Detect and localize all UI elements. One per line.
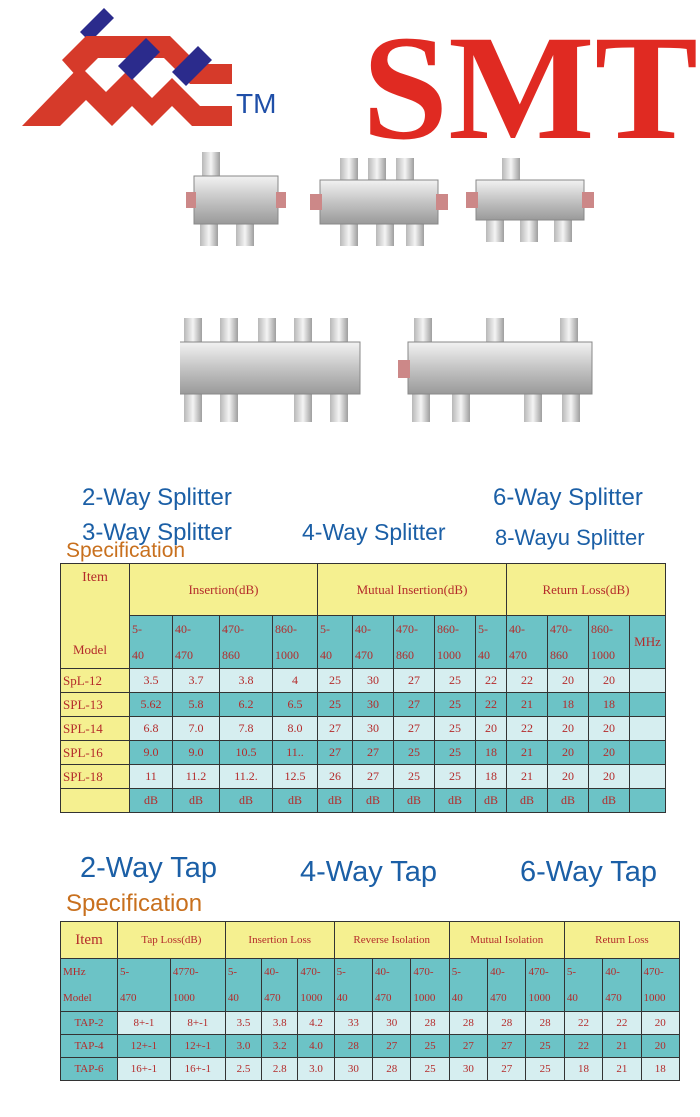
value-cell: 18	[589, 693, 630, 717]
freq-cell: 5- 470	[118, 959, 171, 1012]
value-cell: 28	[526, 1012, 564, 1035]
value-cell: 27	[394, 717, 435, 741]
tap-spec-table	[60, 921, 680, 1081]
value-cell: 5.8	[173, 693, 220, 717]
db-unit-cell: dB	[353, 789, 394, 813]
model-cell: TAP-4	[61, 1035, 118, 1058]
freq-cell: 5- 40	[334, 959, 372, 1012]
value-cell: 20	[548, 669, 589, 693]
heading-3-way-splitter: 3-Way Splitter	[82, 519, 232, 546]
value-cell: 2.8	[262, 1058, 298, 1081]
freq-cell: 5- 40	[318, 616, 353, 669]
value-cell: 25	[526, 1058, 564, 1081]
value-cell: 18	[476, 741, 507, 765]
freq-cell: 5- 40	[449, 959, 487, 1012]
tap-group-header-row	[61, 922, 680, 959]
model-cell: SPL-18	[61, 765, 130, 789]
table-row	[61, 669, 666, 693]
value-cell: 3.5	[225, 1012, 261, 1035]
value-cell: 20	[476, 717, 507, 741]
insertion-loss-group-header: Insertion Loss	[225, 922, 334, 959]
reverse-isolation-group-header: Reverse Isolation	[334, 922, 449, 959]
model-cell: TAP-6	[61, 1058, 118, 1081]
freq-cell: 470- 860	[548, 616, 589, 669]
mhz-model-cell	[61, 959, 118, 1012]
value-cell: 3.0	[298, 1058, 334, 1081]
value-cell: 22	[507, 669, 548, 693]
value-cell: 18	[641, 1058, 679, 1081]
value-cell: 22	[564, 1012, 602, 1035]
db-unit-cell: dB	[507, 789, 548, 813]
value-cell: 3.8	[220, 669, 273, 693]
value-cell: 6.5	[273, 693, 318, 717]
value-cell: 27	[318, 741, 353, 765]
value-cell: 27	[373, 1035, 411, 1058]
value-cell: 30	[353, 693, 394, 717]
value-cell: 22	[507, 717, 548, 741]
value-cell: 25	[435, 765, 476, 789]
value-cell: 28	[488, 1012, 526, 1035]
value-cell: 27	[394, 669, 435, 693]
specification-heading-2: Specification	[66, 890, 203, 917]
freq-cell: 4770- 1000	[170, 959, 225, 1012]
db-unit-cell: dB	[394, 789, 435, 813]
table-row	[61, 717, 666, 741]
db-unit-row	[61, 789, 666, 813]
value-cell: 27	[353, 741, 394, 765]
heading-6-way-tap: 6-Way Tap	[520, 856, 657, 888]
freq-cell: 40- 470	[507, 616, 548, 669]
db-row-tail	[630, 789, 666, 813]
freq-cell: 5- 40	[476, 616, 507, 669]
freq-cell: 470- 860	[220, 616, 273, 669]
model-cell: SPL-14	[61, 717, 130, 741]
value-cell: 27	[353, 765, 394, 789]
freq-cell: 40- 470	[173, 616, 220, 669]
value-cell: 22	[603, 1012, 641, 1035]
value-cell: 25	[394, 765, 435, 789]
db-unit-cell: dB	[220, 789, 273, 813]
freq-cell: 470- 1000	[526, 959, 564, 1012]
value-cell: 27	[394, 693, 435, 717]
db-unit-cell: dB	[130, 789, 173, 813]
db-unit-cell: dB	[548, 789, 589, 813]
freq-cell: 470- 1000	[298, 959, 334, 1012]
value-cell: 28	[449, 1012, 487, 1035]
value-cell: 4.2	[298, 1012, 334, 1035]
value-cell: 30	[449, 1058, 487, 1081]
smt-wordmark	[362, 20, 698, 150]
db-unit-cell: dB	[318, 789, 353, 813]
value-cell: 18	[548, 693, 589, 717]
heading-2-way-tap: 2-Way Tap	[80, 852, 217, 884]
value-cell: 21	[507, 741, 548, 765]
db-unit-cell: dB	[476, 789, 507, 813]
value-cell: 12.5	[273, 765, 318, 789]
value-cell: 18	[564, 1058, 602, 1081]
6-way-splitter-photo	[398, 318, 592, 422]
db-unit-cell: dB	[173, 789, 220, 813]
table-row	[61, 1058, 680, 1081]
table-row	[61, 693, 666, 717]
value-cell: 25	[411, 1035, 449, 1058]
freq-cell: 40- 470	[353, 616, 394, 669]
value-cell: 30	[373, 1012, 411, 1035]
db-row-blank	[61, 789, 130, 813]
company-logo	[22, 0, 232, 135]
value-cell: 20	[589, 717, 630, 741]
frequency-header-row	[61, 616, 666, 669]
table-row	[61, 1035, 680, 1058]
tap-frequency-header-row	[61, 959, 680, 1012]
3-way-splitter-photo	[466, 158, 594, 242]
value-cell: 8.0	[273, 717, 318, 741]
svg-text:SMT: SMT	[362, 20, 698, 150]
value-cell: 25	[318, 669, 353, 693]
value-cell: 28	[411, 1012, 449, 1035]
value-cell: 11	[130, 765, 173, 789]
value-cell: 25	[435, 741, 476, 765]
value-cell: 6.8	[130, 717, 173, 741]
freq-cell: 40- 470	[262, 959, 298, 1012]
row-tail	[630, 765, 666, 789]
mhz-unit-cell: MHz	[630, 616, 666, 669]
value-cell: 7.0	[173, 717, 220, 741]
4-way-splitter-photo	[310, 158, 448, 246]
item-header	[61, 564, 130, 669]
value-cell: 25	[318, 693, 353, 717]
2-way-splitter-photo	[186, 152, 286, 246]
value-cell: 30	[353, 669, 394, 693]
value-cell: 25	[435, 693, 476, 717]
value-cell: 11.2.	[220, 765, 273, 789]
value-cell: 6.2	[220, 693, 273, 717]
value-cell: 5.62	[130, 693, 173, 717]
value-cell: 21	[603, 1035, 641, 1058]
mutual-isolation-group-header: Mutual Isolation	[449, 922, 564, 959]
table-row	[61, 1012, 680, 1035]
db-unit-cell: dB	[273, 789, 318, 813]
heading-2-way-splitter: 2-Way Splitter	[82, 484, 232, 511]
return-loss-group-header: Return Loss	[564, 922, 679, 959]
freq-cell: 860- 1000	[273, 616, 318, 669]
splitter-product-photos	[180, 150, 680, 450]
value-cell: 30	[353, 717, 394, 741]
value-cell: 20	[548, 717, 589, 741]
value-cell: 22	[476, 693, 507, 717]
freq-cell: 5- 40	[564, 959, 602, 1012]
value-cell: 20	[641, 1035, 679, 1058]
db-unit-cell: dB	[435, 789, 476, 813]
value-cell: 18	[476, 765, 507, 789]
model-label: Model	[73, 642, 107, 657]
value-cell: 7.8	[220, 717, 273, 741]
row-tail	[630, 693, 666, 717]
value-cell: 11..	[273, 741, 318, 765]
freq-cell: 860- 1000	[589, 616, 630, 669]
value-cell: 28	[373, 1058, 411, 1081]
model-cell: SPL-16	[61, 741, 130, 765]
value-cell: 28	[334, 1035, 372, 1058]
value-cell: 22	[476, 669, 507, 693]
heading-8-way-splitter: 8-Wayu Splitter	[495, 525, 645, 550]
value-cell: 20	[641, 1012, 679, 1035]
value-cell: 22	[564, 1035, 602, 1058]
value-cell: 25	[435, 717, 476, 741]
value-cell: 3.5	[130, 669, 173, 693]
8-way-splitter-photo	[180, 318, 360, 422]
value-cell: 4.0	[298, 1035, 334, 1058]
model-cell: SPL-13	[61, 693, 130, 717]
value-cell: 20	[589, 741, 630, 765]
freq-cell: 5- 40	[225, 959, 261, 1012]
db-unit-cell: dB	[589, 789, 630, 813]
table-row	[61, 741, 666, 765]
row-tail	[630, 741, 666, 765]
value-cell: 3.7	[173, 669, 220, 693]
value-cell: 8+-1	[170, 1012, 225, 1035]
freq-cell: 470- 1000	[641, 959, 679, 1012]
table-row	[61, 765, 666, 789]
specification-heading-1: Specification	[66, 539, 186, 562]
value-cell: 16+-1	[170, 1058, 225, 1081]
value-cell: 16+-1	[118, 1058, 171, 1081]
value-cell: 10.5	[220, 741, 273, 765]
value-cell: 4	[273, 669, 318, 693]
value-cell: 9.0	[173, 741, 220, 765]
value-cell: 8+-1	[118, 1012, 171, 1035]
row-tail	[630, 717, 666, 741]
value-cell: 25	[394, 741, 435, 765]
heading-4-way-tap: 4-Way Tap	[300, 856, 437, 888]
value-cell: 12+-1	[118, 1035, 171, 1058]
insertion-group-header: Insertion(dB)	[130, 564, 318, 616]
value-cell: 20	[589, 669, 630, 693]
freq-cell: 5- 40	[130, 616, 173, 669]
heading-6-way-splitter: 6-Way Splitter	[493, 484, 643, 511]
value-cell: 27	[449, 1035, 487, 1058]
tap-loss-group-header: Tap Loss(dB)	[118, 922, 226, 959]
mutual-insertion-group-header: Mutual Insertion(dB)	[318, 564, 507, 616]
model-cell: SpL-12	[61, 669, 130, 693]
value-cell: 12+-1	[170, 1035, 225, 1058]
model-label: Model	[63, 992, 92, 1004]
freq-cell: 40- 470	[603, 959, 641, 1012]
tap-item-header: Item	[61, 922, 118, 959]
value-cell: 26	[318, 765, 353, 789]
value-cell: 25	[435, 669, 476, 693]
model-cell: TAP-2	[61, 1012, 118, 1035]
value-cell: 27	[488, 1058, 526, 1081]
value-cell: 20	[589, 765, 630, 789]
value-cell: 3.0	[225, 1035, 261, 1058]
value-cell: 21	[507, 765, 548, 789]
return-loss-group-header: Return Loss(dB)	[507, 564, 666, 616]
freq-cell: 40- 470	[373, 959, 411, 1012]
value-cell: 27	[318, 717, 353, 741]
value-cell: 21	[603, 1058, 641, 1081]
freq-cell: 860- 1000	[435, 616, 476, 669]
value-cell: 21	[507, 693, 548, 717]
heading-4-way-splitter: 4-Way Splitter	[302, 519, 446, 545]
splitter-spec-table	[60, 563, 666, 813]
value-cell: 20	[548, 741, 589, 765]
value-cell: 2.5	[225, 1058, 261, 1081]
trademark-mark: TM	[236, 88, 277, 119]
item-label: Item	[82, 570, 108, 585]
freq-cell: 470- 860	[394, 616, 435, 669]
value-cell: 11.2	[173, 765, 220, 789]
row-tail	[630, 669, 666, 693]
value-cell: 20	[548, 765, 589, 789]
value-cell: 3.8	[262, 1012, 298, 1035]
value-cell: 33	[334, 1012, 372, 1035]
value-cell: 9.0	[130, 741, 173, 765]
value-cell: 25	[526, 1035, 564, 1058]
value-cell: 3.2	[262, 1035, 298, 1058]
value-cell: 30	[334, 1058, 372, 1081]
mhz-label: MHz	[63, 966, 86, 978]
value-cell: 25	[411, 1058, 449, 1081]
value-cell: 27	[488, 1035, 526, 1058]
freq-cell: 470- 1000	[411, 959, 449, 1012]
freq-cell: 40- 470	[488, 959, 526, 1012]
